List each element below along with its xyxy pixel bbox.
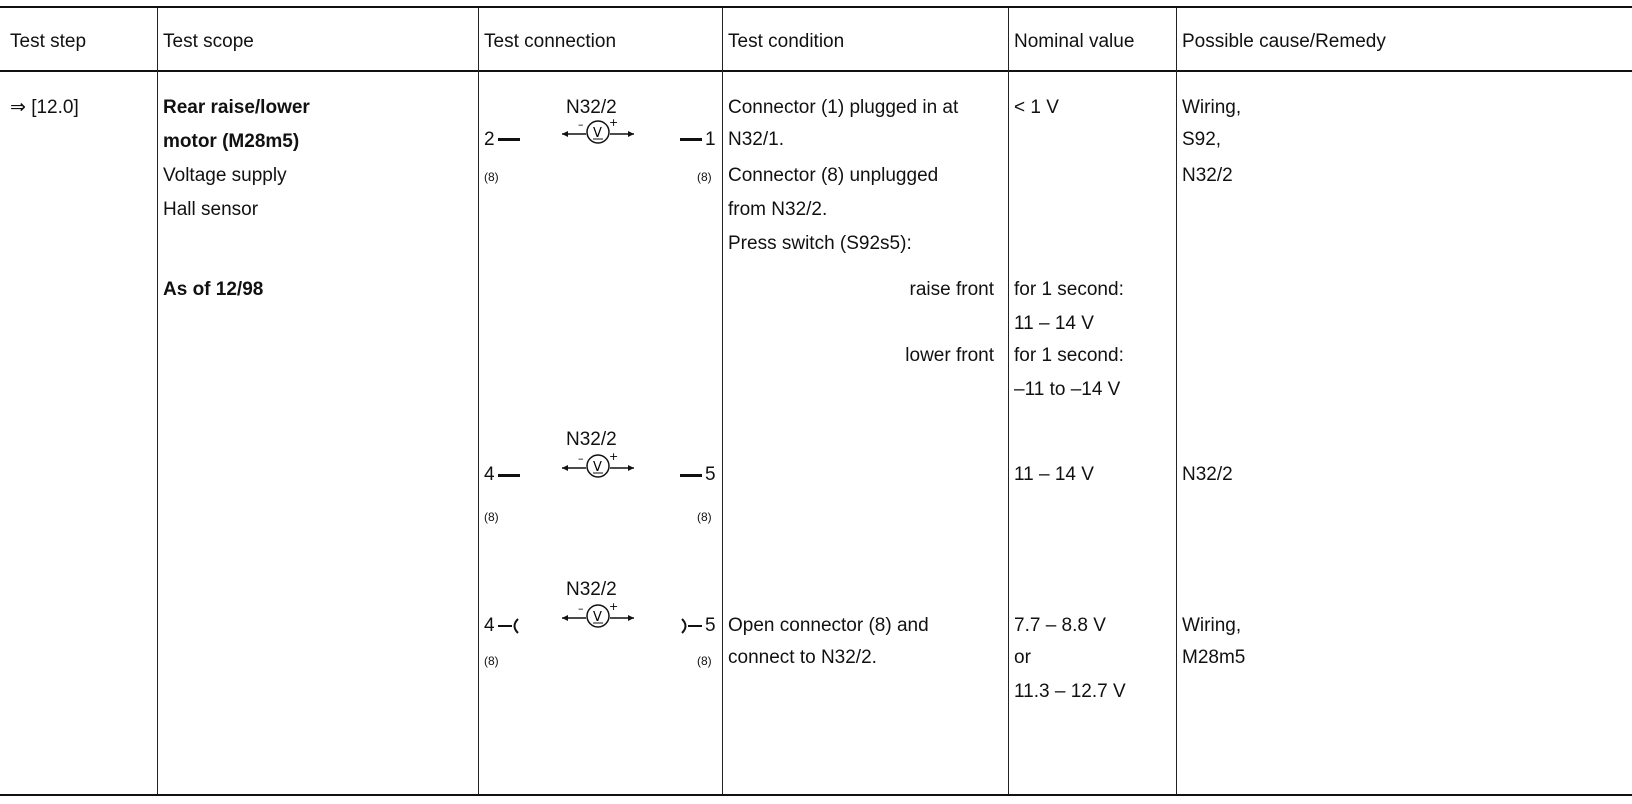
bottom-rule xyxy=(0,794,1632,796)
svg-text:+: + xyxy=(609,116,619,129)
condition-raise-front: raise front xyxy=(909,279,994,300)
plug-connector-icon xyxy=(680,138,702,141)
condition-line-3: Connector (8) unplugged xyxy=(728,165,939,186)
nominal-value-9: 11.3 – 12.7 V xyxy=(1014,681,1126,702)
svg-text:V: V xyxy=(593,610,602,625)
svg-text:–: – xyxy=(578,602,584,615)
condition-lower-front: lower front xyxy=(905,345,994,366)
connection-2-pin-left: 4 xyxy=(484,464,495,485)
connection-3-component: N32/2 xyxy=(566,579,617,600)
connection-1-conn-right: (8) xyxy=(697,170,712,184)
condition-line-2: N32/1. xyxy=(728,129,784,150)
connection-2-conn-right: (8) xyxy=(697,510,712,524)
nominal-value-1: < 1 V xyxy=(1014,97,1059,118)
scope-voltage-supply: Voltage supply xyxy=(163,165,287,186)
cause-line-2: S92, xyxy=(1182,129,1222,150)
condition-line-1: Connector (1) plugged in at xyxy=(728,97,959,118)
connection-1-pin-left: 2 xyxy=(484,129,495,150)
top-rule xyxy=(0,6,1632,8)
cause-line-6: M28m5 xyxy=(1182,647,1246,668)
column-divider-5 xyxy=(1176,8,1177,794)
voltmeter-icon xyxy=(556,448,646,480)
svg-text:V: V xyxy=(593,460,602,475)
svg-text:V: V xyxy=(593,126,602,141)
scope-as-of: As of 12/98 xyxy=(163,279,264,300)
nominal-value-3: 11 – 14 V xyxy=(1014,313,1094,334)
nominal-value-7: 7.7 – 8.8 V xyxy=(1014,615,1106,636)
connection-3-conn-right: (8) xyxy=(697,654,712,668)
voltmeter-icon xyxy=(556,598,646,630)
nominal-value-5: –11 to –14 V xyxy=(1014,379,1121,400)
connection-3-pin-right: 5 xyxy=(705,615,716,636)
connection-2-pin-right: 5 xyxy=(705,464,716,485)
column-divider-2 xyxy=(478,8,479,794)
header-test-connection: Test connection xyxy=(484,31,617,52)
header-test-condition: Test condition xyxy=(728,31,845,52)
voltmeter-icon xyxy=(556,114,646,146)
connection-1-pin-right: 1 xyxy=(705,129,716,150)
plug-connector-icon xyxy=(498,138,520,141)
socket-connector-icon xyxy=(678,616,702,636)
column-divider-3 xyxy=(722,8,723,794)
condition-line-4: from N32/2. xyxy=(728,199,828,220)
condition-line-8: Open connector (8) and xyxy=(728,615,929,636)
plug-connector-icon xyxy=(680,474,702,477)
scope-hall-sensor: Hall sensor xyxy=(163,199,259,220)
connection-2-conn-left: (8) xyxy=(484,510,499,524)
cause-line-3: N32/2 xyxy=(1182,165,1233,186)
test-step-reference: ⇒ [12.0] xyxy=(10,97,79,118)
column-divider-1 xyxy=(157,8,158,794)
header-test-step: Test step xyxy=(10,31,87,52)
condition-line-5: Press switch (S92s5): xyxy=(728,233,912,254)
svg-text:+: + xyxy=(609,600,619,613)
nominal-value-6: 11 – 14 V xyxy=(1014,464,1094,485)
header-test-scope: Test scope xyxy=(163,31,254,52)
connection-2-component: N32/2 xyxy=(566,429,617,450)
cause-line-1: Wiring, xyxy=(1182,97,1242,118)
nominal-value-8: or xyxy=(1014,647,1031,668)
scope-title-line1: Rear raise/lower xyxy=(163,97,310,118)
nominal-value-4: for 1 second: xyxy=(1014,345,1124,366)
connection-1-conn-left: (8) xyxy=(484,170,499,184)
svg-text:–: – xyxy=(578,452,584,465)
column-divider-4 xyxy=(1008,8,1009,794)
cause-line-4: N32/2 xyxy=(1182,464,1233,485)
header-rule xyxy=(0,70,1632,72)
scope-title-line2: motor (M28m5) xyxy=(163,131,300,152)
svg-text:–: – xyxy=(578,118,584,131)
header-possible-cause: Possible cause/Remedy xyxy=(1182,31,1386,52)
plug-connector-icon xyxy=(498,474,520,477)
condition-line-9: connect to N32/2. xyxy=(728,647,877,668)
nominal-value-2: for 1 second: xyxy=(1014,279,1124,300)
header-nominal-value: Nominal value xyxy=(1014,31,1135,52)
svg-text:+: + xyxy=(609,450,619,463)
socket-connector-icon xyxy=(498,616,522,636)
connection-1-component: N32/2 xyxy=(566,97,617,118)
connection-3-conn-left: (8) xyxy=(484,654,499,668)
connection-3-pin-left: 4 xyxy=(484,615,495,636)
cause-line-5: Wiring, xyxy=(1182,615,1242,636)
